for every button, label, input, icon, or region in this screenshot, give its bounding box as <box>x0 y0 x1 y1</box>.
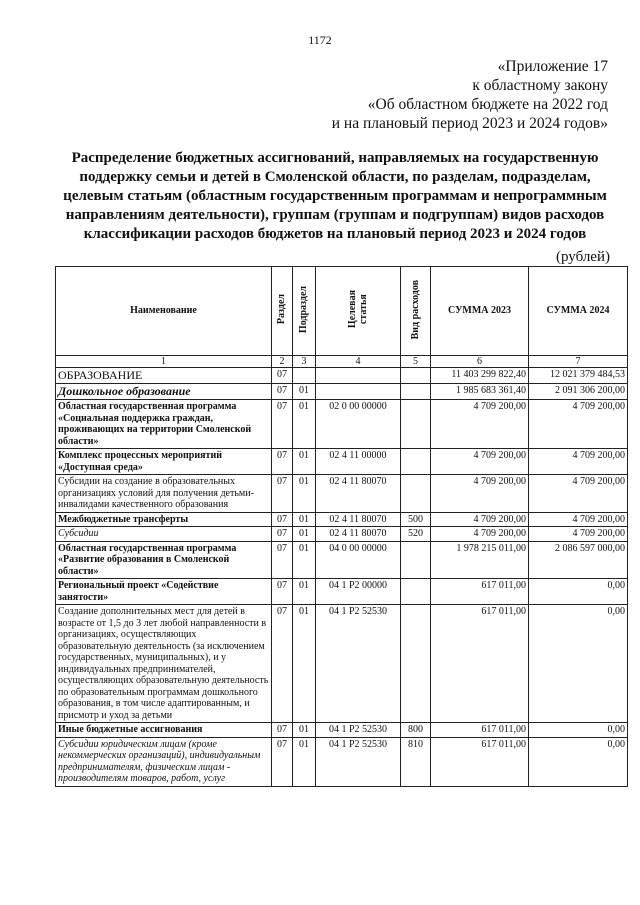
cell-name: Дошкольное образование <box>56 384 272 400</box>
cell-type <box>401 541 431 579</box>
cell-subsection: 01 <box>293 541 316 579</box>
cell-target: 04 1 P2 00000 <box>316 579 401 605</box>
header-target-label <box>347 290 369 328</box>
cell-subsection: 01 <box>293 400 316 449</box>
cell-type: 800 <box>401 723 431 738</box>
cell-name: Межбюджетные трансферты <box>56 512 272 527</box>
title-line: классификации расходов бюджетов на плановый период 2023 и 2024 годов <box>83 226 587 242</box>
cell-sum2023: 4 709 200,00 <box>431 527 529 542</box>
cell-name: Создание дополнительных мест для детей в возрасте от 1,5 до 3 лет любой направленности в организациях, осуществляющих образовательную деятельность (за исключением государственных, муниципальных), и у индивидуальных предпринимателей, осуществляющих образовательную деятельность по образовательным программам дошкольного образования, в том числе адаптированным, и присмотр и уход за детьми <box>56 605 272 723</box>
cell-name: ОБРАЗОВАНИЕ <box>56 368 272 384</box>
cell-sum2024: 4 709 200,00 <box>529 527 628 542</box>
cell-type: 500 <box>401 512 431 527</box>
cell-section: 07 <box>272 512 293 527</box>
title-line: Распределение бюджетных ассигнований, направляемых на государственную <box>71 150 599 166</box>
appendix-header <box>332 57 608 133</box>
header-expense-type <box>401 267 431 356</box>
cell-target: 04 0 00 00000 <box>316 541 401 579</box>
table-row <box>56 579 628 605</box>
table-row <box>56 527 628 542</box>
cell-type: 520 <box>401 527 431 542</box>
cell-type <box>401 579 431 605</box>
cell-section: 07 <box>272 737 293 786</box>
appendix-line: и на плановый период 2023 и 2024 годов» <box>331 115 608 132</box>
cell-name: Иные бюджетные ассигнования <box>56 723 272 738</box>
cell-subsection: 01 <box>293 475 316 513</box>
cell-target: 02 4 11 80070 <box>316 475 401 513</box>
cell-sum2023: 617 011,00 <box>431 723 529 738</box>
cell-type <box>401 400 431 449</box>
cell-name: Областная государственная программа «Социальная поддержка граждан, проживающих на территории Смоленской области» <box>56 400 272 449</box>
table-row <box>56 475 628 513</box>
cell-section: 07 <box>272 368 293 384</box>
header-target-line: статья <box>358 294 369 325</box>
cell-target: 02 4 11 80070 <box>316 527 401 542</box>
appendix-line: «Об областном бюджете на 2022 год <box>367 96 608 113</box>
cell-sum2023: 4 709 200,00 <box>431 512 529 527</box>
cell-target: 04 1 P2 52530 <box>316 605 401 723</box>
cell-sum2024: 0,00 <box>529 723 628 738</box>
cell-section: 07 <box>272 400 293 449</box>
document-title <box>40 149 630 244</box>
appendix-line: к областному закону <box>472 77 608 94</box>
cell-sum2024: 12 021 379 484,53 <box>529 368 628 384</box>
cell-subsection: 01 <box>293 605 316 723</box>
cell-type <box>401 605 431 723</box>
cell-section: 07 <box>272 723 293 738</box>
cell-subsection: 01 <box>293 449 316 475</box>
cell-target: 02 0 00 00000 <box>316 400 401 449</box>
cell-section: 07 <box>272 527 293 542</box>
cell-sum2023: 617 011,00 <box>431 605 529 723</box>
cell-name: Региональный проект «Содействие занятости» <box>56 579 272 605</box>
column-number: 4 <box>316 356 401 368</box>
header-name-label: Наименование <box>130 305 197 317</box>
column-number: 3 <box>293 356 316 368</box>
cell-section: 07 <box>272 579 293 605</box>
cell-target: 04 1 P2 52530 <box>316 737 401 786</box>
table-row <box>56 737 628 786</box>
budget-table <box>55 266 628 787</box>
header-sum-2024-label: СУММА 2024 <box>546 305 610 317</box>
cell-target <box>316 368 401 384</box>
cell-name: Субсидии на создание в образовательных организациях условий для получения детьми-инвалидами качественного образования <box>56 475 272 513</box>
title-line: поддержку семьи и детей в Смоленской области, по разделам, подразделам, <box>79 169 591 185</box>
cell-sum2024: 4 709 200,00 <box>529 449 628 475</box>
table-row <box>56 384 628 400</box>
column-number: 6 <box>431 356 529 368</box>
cell-sum2023: 1 978 215 011,00 <box>431 541 529 579</box>
cell-sum2024: 2 091 306 200,00 <box>529 384 628 400</box>
appendix-line: «Приложение 17 <box>497 58 608 75</box>
cell-sum2024: 4 709 200,00 <box>529 475 628 513</box>
cell-name: Комплекс процессных мероприятий «Доступная среда» <box>56 449 272 475</box>
title-line: направлениям деятельности), группам (группам и подгруппам) видов расходов <box>65 207 605 223</box>
table-row <box>56 368 628 384</box>
table-row <box>56 449 628 475</box>
cell-subsection: 01 <box>293 723 316 738</box>
header-sum-2023 <box>431 267 529 356</box>
header-section <box>272 267 293 356</box>
cell-name: Субсидии юридическим лицам (кроме некоммерческих организаций), индивидуальным предпринимателям, физическим лицам - производителям товаров, работ, услуг <box>56 737 272 786</box>
column-number: 1 <box>56 356 272 368</box>
cell-sum2023: 11 403 299 822,40 <box>431 368 529 384</box>
table-body <box>56 356 628 787</box>
cell-section: 07 <box>272 449 293 475</box>
cell-sum2024: 0,00 <box>529 737 628 786</box>
cell-name: Субсидии <box>56 527 272 542</box>
cell-sum2024: 0,00 <box>529 605 628 723</box>
column-number-row <box>56 356 628 368</box>
cell-type <box>401 475 431 513</box>
cell-section: 07 <box>272 475 293 513</box>
page-number: 1172 <box>308 33 332 47</box>
cell-sum2024: 4 709 200,00 <box>529 400 628 449</box>
cell-sum2023: 617 011,00 <box>431 579 529 605</box>
table-row <box>56 512 628 527</box>
cell-type: 810 <box>401 737 431 786</box>
currency-unit: (рублей) <box>555 249 610 265</box>
cell-subsection <box>293 368 316 384</box>
cell-sum2023: 4 709 200,00 <box>431 449 529 475</box>
cell-type <box>401 384 431 400</box>
cell-sum2024: 0,00 <box>529 579 628 605</box>
cell-sum2023: 4 709 200,00 <box>431 400 529 449</box>
header-subsection-label: Подраздел <box>298 285 310 333</box>
table-row <box>56 723 628 738</box>
cell-type <box>401 368 431 384</box>
cell-target: 02 4 11 80070 <box>316 512 401 527</box>
header-target <box>316 267 401 356</box>
header-sum-2024 <box>529 267 628 356</box>
header-name <box>56 267 272 356</box>
cell-subsection: 01 <box>293 527 316 542</box>
cell-section: 07 <box>272 384 293 400</box>
column-number: 7 <box>529 356 628 368</box>
cell-subsection: 01 <box>293 579 316 605</box>
cell-target <box>316 384 401 400</box>
cell-name: Областная государственная программа «Развитие образования в Смоленской области» <box>56 541 272 579</box>
header-expense-type-label: Вид расходов <box>409 279 421 339</box>
cell-section: 07 <box>272 605 293 723</box>
cell-subsection: 01 <box>293 512 316 527</box>
header-target-line: Целевая <box>347 290 358 329</box>
cell-subsection: 01 <box>293 384 316 400</box>
header-subsection <box>293 267 316 356</box>
cell-target: 02 4 11 00000 <box>316 449 401 475</box>
cell-section: 07 <box>272 541 293 579</box>
header-row <box>56 267 628 356</box>
cell-target: 04 1 P2 52530 <box>316 723 401 738</box>
table-row <box>56 605 628 723</box>
header-sum-2023-label: СУММА 2023 <box>447 305 512 317</box>
table-row <box>56 541 628 579</box>
cell-sum2024: 2 086 597 000,00 <box>529 541 628 579</box>
column-number: 5 <box>401 356 431 368</box>
cell-subsection: 01 <box>293 737 316 786</box>
table-row <box>56 400 628 449</box>
cell-sum2023: 1 985 683 361,40 <box>431 384 529 400</box>
cell-sum2024: 4 709 200,00 <box>529 512 628 527</box>
cell-type <box>401 449 431 475</box>
cell-sum2023: 4 709 200,00 <box>431 475 529 513</box>
header-section-label: Раздел <box>276 294 288 325</box>
title-line: целевым статьям (областным государственным программам и непрограммным <box>63 188 607 204</box>
column-number: 2 <box>272 356 293 368</box>
cell-sum2023: 617 011,00 <box>431 737 529 786</box>
